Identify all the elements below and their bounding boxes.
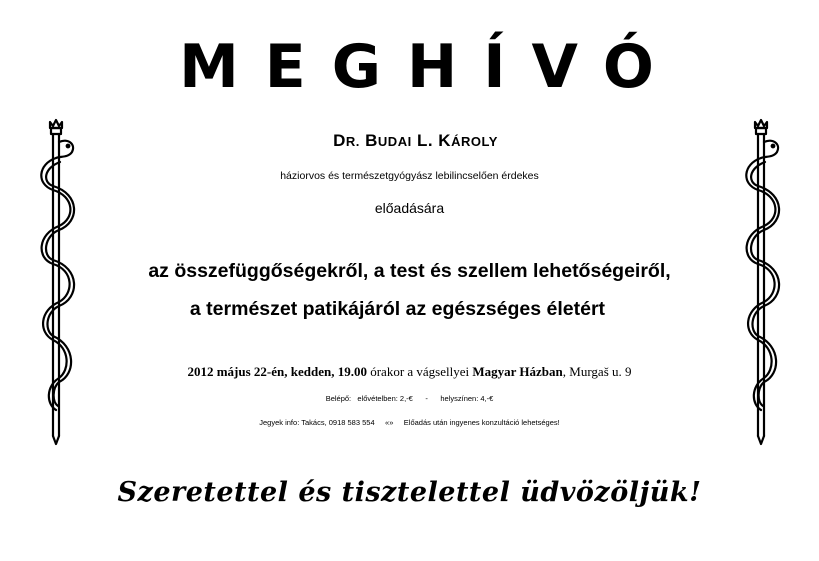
ticket-prices: Belépő: elővételben: 2,-€ - helyszínen: 4,-€ bbox=[325, 394, 494, 403]
speaker-initial: L. bbox=[416, 131, 434, 150]
speaker-name-b-rest: UDAI bbox=[377, 134, 412, 149]
event-mid-text: órakor a vágsellyei bbox=[366, 364, 473, 379]
event-place: Magyar Házban bbox=[472, 364, 563, 379]
speaker-name-k-rest: ÁROLY bbox=[451, 134, 498, 149]
speaker-prefix-cap: D bbox=[333, 131, 346, 150]
topic-line-2: a természet patikájáról az egészséges életért bbox=[189, 298, 606, 320]
ticket-info: Jegyek info: Takács, 0918 583 554 «» Előadás után ingyenes konzultáció lehetséges! bbox=[259, 418, 560, 427]
speaker-name-k-cap: K bbox=[438, 131, 452, 150]
lecture-label: előadására bbox=[374, 200, 445, 216]
speaker-profession: háziorvos és természetgyógyász lebilincselően érdekes bbox=[280, 170, 539, 182]
topic-line-1: az összefüggőségekről, a test és szellem lehetőségeiről, bbox=[148, 260, 671, 282]
page-title: MEGHÍVÓ bbox=[179, 32, 680, 102]
speaker-name bbox=[6, 130, 819, 153]
speaker-name-b-cap: B bbox=[365, 131, 378, 150]
closing-greeting: Szeretettel és tisztelettel üdvözöljük! bbox=[117, 477, 702, 508]
staff-of-asclepius-icon bbox=[30, 118, 80, 448]
event-details bbox=[0, 363, 819, 381]
event-address: , Murgaš u. 9 bbox=[562, 364, 632, 379]
event-date: 2012 május 22-én, kedden, 19.00 bbox=[187, 364, 367, 379]
speaker-prefix-rest: R. bbox=[345, 134, 360, 149]
staff-of-asclepius-icon bbox=[735, 118, 785, 448]
